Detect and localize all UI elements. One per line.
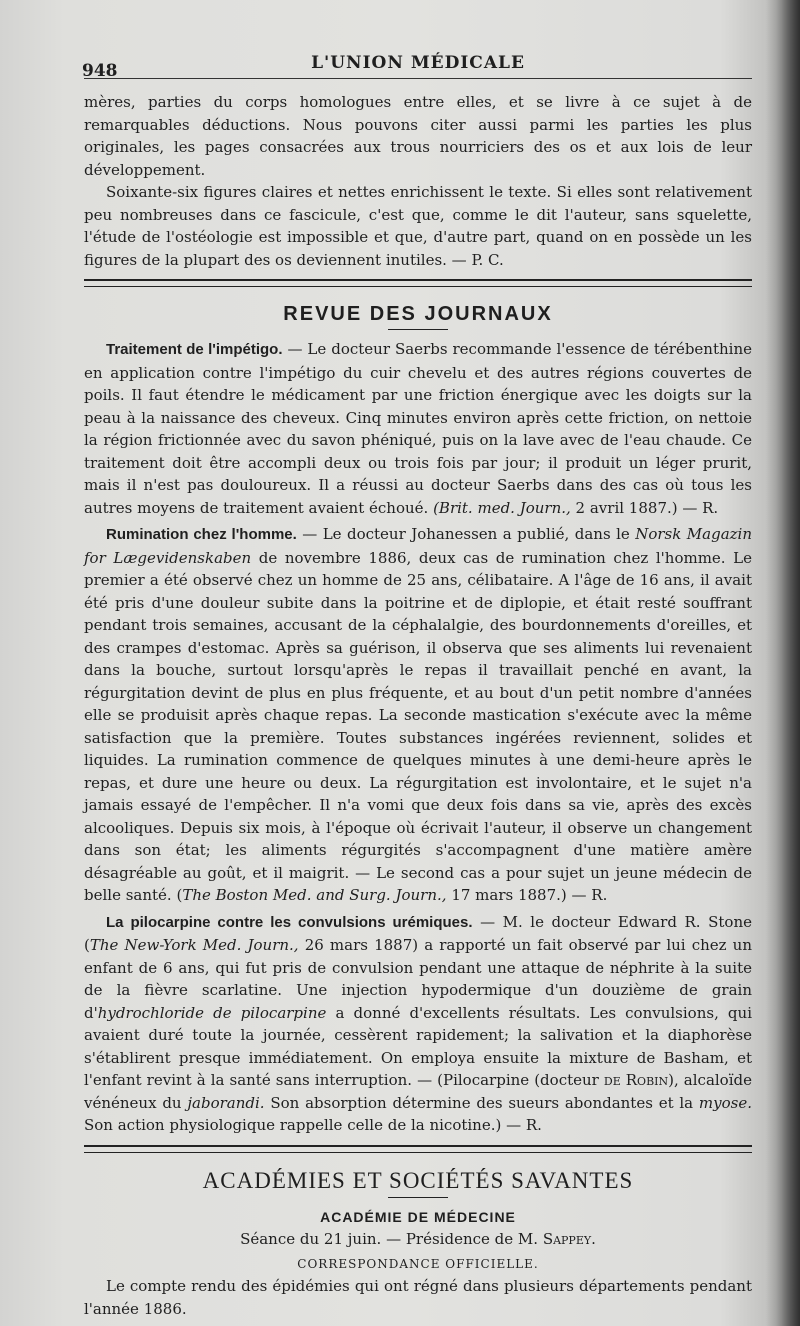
article-pilocarpine xyxy=(84,911,752,1137)
president-name: Sappey. xyxy=(542,1230,596,1248)
page-content xyxy=(84,48,752,1320)
article-rumination xyxy=(84,523,752,907)
plant-name: jaborandi. xyxy=(187,1093,265,1112)
article-title: Rumination chez l'homme. xyxy=(106,526,297,543)
journal-citation: (Brit. med. Journ., xyxy=(433,498,571,517)
running-head: L'UNION MÉDICALE xyxy=(311,53,525,73)
journal-citation: Norsk Magazin for Lægevidenskaben xyxy=(84,525,753,567)
article-body: — Le docteur Johanessen a publié, dans le xyxy=(296,525,636,543)
article-end: 17 mars 1887.) — R. xyxy=(446,886,608,904)
article-body: 26 mars 1887) a rapporté un fait observé par lui chez un enfant de 6 ans, qui fut pris de convulsion pendant une attaque de néphrite à la suite de la fièvre scarlatine. Une injection hypodermique d'un douzième de grain d' xyxy=(84,936,753,1022)
academy-name: ACADÉMIE DE MÉDECINE xyxy=(320,1208,516,1225)
author-name: de Robin xyxy=(603,1071,669,1089)
article-body: a donné d'excellents résultats. Les convulsions, qui avaient duré toute la journée, cessèrent rapidement; la salivation et la diaphorèse s'établirent presque immédiatement. On employa ensuite la mixture de Basham, et l'enfant revint à la santé sans interruption. — (Pilocarpine (docteur xyxy=(84,1003,752,1089)
section-divider xyxy=(84,279,752,287)
title-underline xyxy=(388,1197,448,1198)
article-body: Son absorption détermine des sueurs abondantes et la xyxy=(264,1093,699,1112)
drug-name: hydrochloride de pilocarpine xyxy=(97,1003,327,1022)
article-impetigo xyxy=(84,338,752,519)
title-underline xyxy=(388,329,448,330)
paragraph: mères, parties du corps homologues entre elles, et se livre à ce sujet à de remarquables déductions. Nous pouvons citer aussi parmi les parties les plus originales, les pages consacrées aux trous nourriciers des os et aux lois de leur développement. xyxy=(84,93,752,179)
session-line xyxy=(84,1228,752,1251)
term: myose. xyxy=(698,1093,752,1112)
article-end: 2 avril 1887.) — R. xyxy=(570,498,719,517)
article-body: — Le docteur Saerbs recommande l'essence de térébenthine en application contre l'impétigo du cuir chevelu et des autres régions couvertes de poils. Il faut étendre le médicament par une friction énergique avec les doigts sur la peau à la naissance des cheveux. Cinq minutes environ après cette friction, on nettoie la région frictionnée avec du savon phéniqué, puis on la lave avec de l'eau chaude. Ce traitement doit être accompli deux ou trois fois par jour; il produit un léger prurit, mais il n'est pas douloureux. Il a réussi au docteur Saerbs dans des cas où tous les autres moyens de traitement avaient échoué. xyxy=(84,340,752,517)
section-title-revue: REVUE DES JOURNAUX xyxy=(283,303,553,325)
article-title: Traitement de l'impétigo. xyxy=(106,341,283,358)
page-header xyxy=(84,48,752,79)
article-body: ), alcaloïde vénéneux du xyxy=(84,1071,752,1112)
journal-citation: The Boston Med. and Surg. Journ., xyxy=(182,886,447,904)
review-continuation xyxy=(84,91,752,271)
paragraph: Soixante-six figures claires et nettes enrichissent le texte. Si elles sont relativement peu nombreuses dans ce fascicule, c'est que, comme le dit l'auteur, sans squelette, l'étude de l'ostéologie est impossible et que, d'autre part, quand on en possède un les figures de la plupart des os deviennent inutiles. — P. C. xyxy=(84,183,752,269)
article-end: Son action physiologique rappelle celle de la nicotine.) — R. xyxy=(84,1116,542,1134)
section-divider xyxy=(84,1145,752,1153)
article-title: La pilocarpine contre les convulsions urémiques. xyxy=(106,913,473,931)
correspondance-heading: CORRESPONDANCE OFFICIELLE. xyxy=(297,1256,539,1271)
journal-citation: The New-York Med. Journ., xyxy=(89,936,299,954)
book-spine-shadow xyxy=(766,0,800,1326)
article-body: de novembre 1886, deux cas de rumination chez l'homme. Le premier a été observé chez un homme de 25 ans, célibataire. A l'âge de 16 ans, il avait été pris d'une douleur subite dans la poitrine et de diplopie, et était resté souffrant pendant trois semaines, accusant de la céphalalgie, des bourdonnements d'oreilles, et des crampes d'estomac. Après sa guérison, il observa que ses aliments lui revenaient dans la bouche, surtout lorsqu'après le repas il travaillait penché en avant, la régurgitation devint de plus en plus fréquente, et au bout d'un petit nombre d'années elle se produisit après chaque repas. La seconde mastication s'exécute avec la même satisfaction que la première. Toutes substances ingérées reviennent, solides et liquides. La rumination commence de quelques minutes à une demi-heure après le repas, et dure une heure ou deux. La régurgitation est involontaire, et le sujet n'a jamais essayé de l'empêcher. Il n'a vomi que deux fois dans sa vie, après des excès alcooliques. Depuis six mois, à l'époque où écrivait l'auteur, il observe un changement dans son état; les aliments régurgités s'accompagnent d'une matière amère désagréable au goût, et il maigrit. — Le second cas a pour sujet un jeune médecin de belle santé. ( xyxy=(84,548,753,904)
session-text: Séance du 21 juin. — Présidence de M. xyxy=(240,1230,543,1248)
section-title-academies: ACADÉMIES ET SOCIÉTÉS SAVANTES xyxy=(202,1167,634,1193)
page-number: 948 xyxy=(82,61,118,81)
article-body: — M. le docteur Edward R. Stone ( xyxy=(84,912,752,954)
paragraph: Le compte rendu des épidémies qui ont régné dans plusieurs départements pendant l'année 1886. xyxy=(84,1277,752,1318)
